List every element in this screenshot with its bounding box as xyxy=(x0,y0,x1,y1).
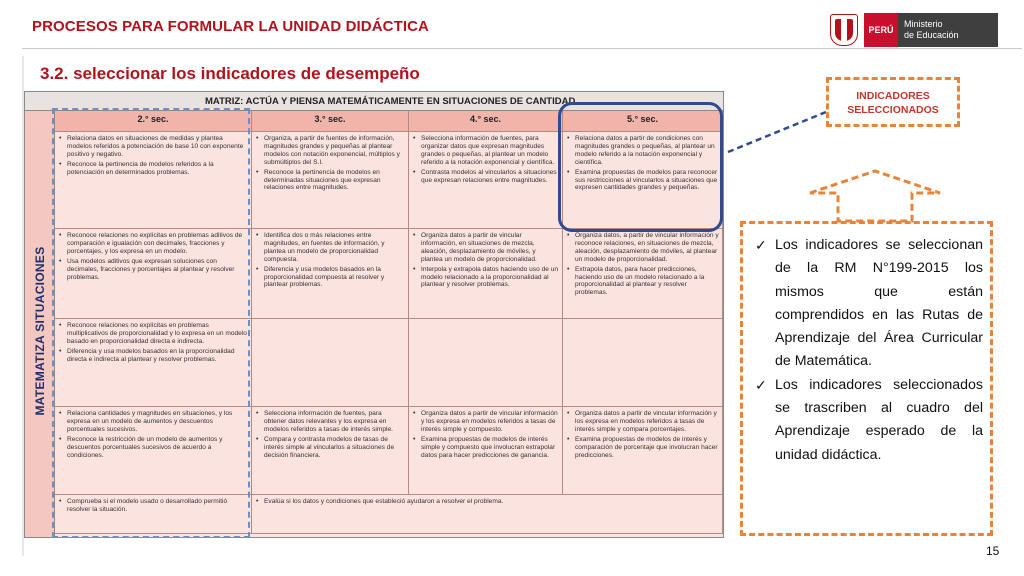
indicator-item: • Comprueba si el modelo usado o desarrollado permitió resolver la situación. xyxy=(58,498,248,514)
matrix-column-header: 2.° sec. xyxy=(55,111,252,132)
slide-header-title: PROCESOS PARA FORMULAR LA UNIDAD DIDÁCTICA xyxy=(32,18,429,35)
note-item: ✓ Los indicadores se seleccionan de la RM N°199-2015 los mismos que están comprendidos en las Rutas de Aprendizaje del Área Curricular de Matemática. xyxy=(749,234,983,374)
indicator-item: • Examina propuestas de modelos de interés y comparación de porcentaje que involucran hacer predicciones. xyxy=(566,436,719,460)
indicator-item: • Organiza datos a partir de vincular información, en situaciones de mezcla, aleación, desplazamiento de móviles, y plantea un modelo de proporcionalidad. xyxy=(412,232,559,264)
indicator-item: • Usa modelos aditivos que expresan soluciones con decimales, fracciones y porcentajes al plantear y resolver problemas. xyxy=(58,258,248,282)
matrix-column-header: 3.° sec. xyxy=(252,111,409,132)
indicator-item: • Reconoce la pertinencia de modelos en determinadas situaciones que expresan relaciones entre magnitudes. xyxy=(255,169,405,193)
indicator-item: • Relaciona datos a partir de condiciones con magnitudes grandes o pequeñas, al plantear un modelo referido a la notación exponencial y científica. xyxy=(566,135,719,167)
indicator-item: • Interpola y extrapola datos haciendo uso de un modelo relacionado a la proporcionalidad al plantear y resolver problemas. xyxy=(412,266,559,290)
notes-box xyxy=(740,221,993,536)
indicator-item: • Diferencia y usa modelos basados en la proporcionalidad directa e indirecta al plantear y resolver problemas. xyxy=(58,348,248,364)
logo-country: PERÚ xyxy=(864,13,898,47)
indicator-item: • Organiza datos, a partir de vincular información y reconoce relaciones, en situaciones de mezcla, aleación, desplazamiento de móviles, al plantear un modelo de proporcionalidad. xyxy=(566,232,719,264)
matrix-column-header: 4.° sec. xyxy=(409,111,563,132)
matrix-title: MATRIZ: ACTÚA Y PIENSA MATEMÁTICAMENTE EN SITUACIONES DE CANTIDAD. xyxy=(25,92,723,111)
indicator-item: • Examina propuestas de modelos para reconocer sus restricciones al vincularlos a situaciones que expresen cantidades grandes y pequeñas. xyxy=(566,169,719,193)
indicator-item: • Reconoce la restricción de un modelo de aumentos y descuentos porcentuales sucesivos de acuerdo a condiciones. xyxy=(58,436,248,460)
matrix-column-header: 5.° sec. xyxy=(563,111,723,132)
indicator-item: • Reconoce la pertinencia de modelos referidos a la potenciación en determinados problemas. xyxy=(58,161,248,177)
indicator-item: • Selecciona información de fuentes, para organizar datos que expresan magnitudes grandes o pequeñas, al plantear un modelo referido a la notación exponencial y científica. xyxy=(412,135,559,167)
slide-subtitle: 3.2. seleccionar los indicadores de desempeño xyxy=(40,64,420,83)
indicator-item: • Relaciona datos en situaciones de medidas y plantea modelos referidos a potenciación de base 10 con exponente positivo y negativo. xyxy=(58,135,248,159)
indicator-item: • Organiza datos a partir de vincular información y los expresa en modelos referidos a tasas de interés simple y compara porcentajes. xyxy=(566,410,719,434)
indicator-item: • Evalúa si los datos y condiciones que estableció ayudaron a resolver el problema. xyxy=(255,498,719,506)
indicator-item: • Relaciona cantidades y magnitudes en situaciones, y los expresa en un modelo de aumentos y descuentos porcentuales sucesivos. xyxy=(58,410,248,434)
checkmark-icon: ✓ xyxy=(755,376,767,393)
indicator-item: • Organiza datos a partir de vincular información y los expresa en modelos referidos a tasas de interés simple y compuesto. xyxy=(412,410,559,434)
indicator-item: • Examina propuestas de modelos de interés simple y compuesto que involucran extrapolar datos para hacer predicciones de ganancia. xyxy=(412,436,559,460)
indicator-item: • Extrapola datos, para hacer predicciones, haciendo uso de un modelo relacionado a la proporcionalidad al plantear y resolver problemas. xyxy=(566,266,719,298)
note-item: ✓ Los indicadores seleccionados se trascriben al cuadro del Aprendizaje esperado de la unidad didáctica. xyxy=(749,374,983,467)
indicator-item: • Reconoce relaciones no explícitas en problemas aditivos de comparación e igualación con decimales, fracciones y porcentajes, y los expresa en un modelo. xyxy=(58,232,248,256)
indicator-item: • Diferencia y usa modelos basados en la proporcionalidad compuesta al resolver y plantear problemas. xyxy=(255,266,405,290)
up-arrow-icon xyxy=(800,168,950,224)
indicators-selected-box: INDICADORES SELECCIONADOS xyxy=(826,77,960,127)
page-number: 15 xyxy=(986,544,1000,558)
matrix-side-label: MATEMATIZA SITUACIONES xyxy=(33,246,47,416)
indicator-item: • Reconoce relaciones no explícitas en problemas multiplicativos de proporcionalidad y lo expresa en un modelo basado en proporcionalidad directa e indirecta. xyxy=(58,322,248,346)
checkmark-icon: ✓ xyxy=(755,237,767,253)
indicator-item: • Identifica dos o más relaciones entre magnitudes, en fuentes de información, y plantea un modelo de proporcionalidad compuesta. xyxy=(255,232,405,264)
indicator-item: • Contrasta modelos al vincularlos a situaciones que expresan relaciones entre magnitudes. xyxy=(412,169,559,185)
indicator-item: • Selecciona información de fuentes, para obtener datos relevantes y los expresa en modelos referidos a tasas de interés simple. xyxy=(255,410,405,434)
logo-ministry: Ministerio de Educación xyxy=(898,13,998,47)
indicator-item: • Organiza, a partir de fuentes de información, magnitudes grandes y pequeñas al plantear modelos con notación exponencial, múltiplos y submúltiplos del S.I. xyxy=(255,135,405,167)
indicator-item: • Compara y contrasta modelos de tasas de interés simple al vincularlos a situaciones de decisión financiera. xyxy=(255,436,405,460)
